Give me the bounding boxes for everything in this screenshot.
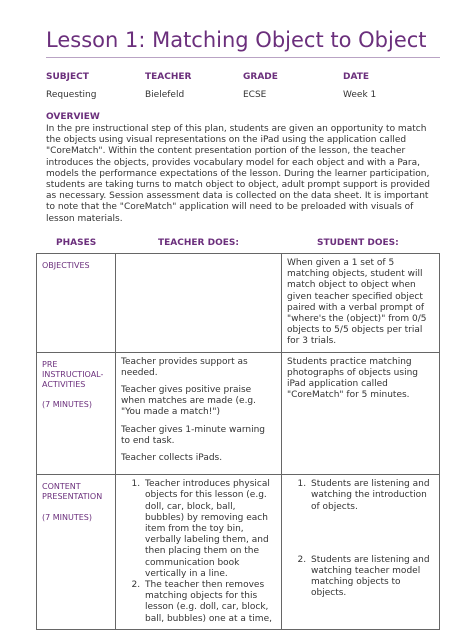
phase-pre-line2: INSTRUCTIOAL- bbox=[42, 369, 104, 379]
teacher-pre-item: Teacher provides support as needed. bbox=[121, 356, 248, 378]
page-title: Lesson 1: Matching Object to Object bbox=[46, 28, 427, 52]
table-row-pre-instructional bbox=[37, 352, 440, 475]
phase-content-line1: CONTENT bbox=[42, 482, 81, 492]
teacher-cell-objectives bbox=[116, 254, 282, 353]
subject-value: Requesting bbox=[46, 90, 97, 100]
overview-text: In the pre instructional step of this plan, students are given an opportunity to match the objects using visual representations on the iPad using the application called "CoreMatch". Within the content presentation portion of the lesson, the teacher introduces the objects, provides vocabulary model for each object and with a Para, models the performance expectations of the lesson. During the learner participation, students are taking turns to match object to object, adult prompt support is provided as necessary. Session assessment data is collected on the data sheet. It is important to note that the "CoreMatch" application will need to be preloaded with visuals of lesson materials. bbox=[46, 124, 430, 224]
lesson-phases-table bbox=[36, 253, 440, 630]
table-row-content-presentation bbox=[37, 475, 440, 630]
phase-content-time: (7 MINUTES) bbox=[42, 512, 92, 522]
teacher-does-header: TEACHER DOES: bbox=[158, 238, 239, 248]
student-content-item: 2. Students are listening and watching teacher model matching objects to objects. bbox=[309, 555, 434, 600]
date-label: DATE bbox=[343, 72, 370, 82]
teacher-value: Bielefeld bbox=[145, 90, 185, 100]
teacher-cell-content bbox=[116, 475, 282, 630]
teacher-content-item: 1. Teacher introduces physical objects for this lesson (e.g. doll, car, block, ball, bubbles) by removing each item from the toy bin, verbally labeling them, and then placing them on the communication book vertically in a line. bbox=[143, 479, 276, 580]
teacher-content-item: 2. The teacher then removes matching objects for this lesson (e.g. doll, car, block, ball, bubbles) one at a time, bbox=[143, 580, 276, 625]
teacher-cell-pre bbox=[116, 352, 282, 475]
student-cell-objectives: When given a 1 set of 5 matching objects, student will match object to object when given teacher specified object paired with a verbal prompt of "where's the (object)" from 0/5 objects to 5/5 objects per trial for 3 trials. bbox=[282, 254, 440, 353]
phase-pre-line3: ACTIVITIES bbox=[42, 380, 86, 390]
phase-pre-instructional bbox=[37, 352, 116, 475]
table-row-objectives bbox=[37, 254, 440, 353]
phase-objectives: OBJECTIVES bbox=[37, 254, 116, 353]
teacher-pre-item: Teacher collects iPads. bbox=[121, 453, 223, 464]
student-content-item: 1. Students are listening and watching the introduction of objects. bbox=[309, 479, 434, 513]
title-divider bbox=[46, 57, 440, 58]
student-does-header: STUDENT DOES: bbox=[317, 238, 399, 248]
phase-pre-line1: PRE bbox=[42, 359, 58, 369]
phase-pre-time: (7 MINUTES) bbox=[42, 400, 92, 410]
teacher-pre-item: Teacher gives positive praise when matches are made (e.g. "You made a match!") bbox=[121, 385, 257, 418]
student-content-list bbox=[287, 479, 434, 599]
phase-content-presentation bbox=[37, 475, 116, 630]
teacher-pre-item: Teacher gives 1-minute warning to end task. bbox=[121, 424, 266, 446]
grade-label: GRADE bbox=[243, 72, 278, 82]
phase-content-line2: PRESENTATION bbox=[42, 492, 103, 502]
overview-heading: OVERVIEW bbox=[46, 112, 100, 122]
student-cell-content bbox=[282, 475, 440, 630]
phases-header: PHASES bbox=[56, 238, 97, 248]
subject-label: SUBJECT bbox=[46, 72, 89, 82]
date-value: Week 1 bbox=[343, 90, 377, 100]
teacher-content-list bbox=[121, 479, 276, 625]
grade-value: ECSE bbox=[243, 90, 267, 100]
student-cell-pre: Students practice matching photographs of objects using iPad application called "CoreMatch" for 5 minutes. bbox=[282, 352, 440, 475]
teacher-label: TEACHER bbox=[145, 72, 192, 82]
